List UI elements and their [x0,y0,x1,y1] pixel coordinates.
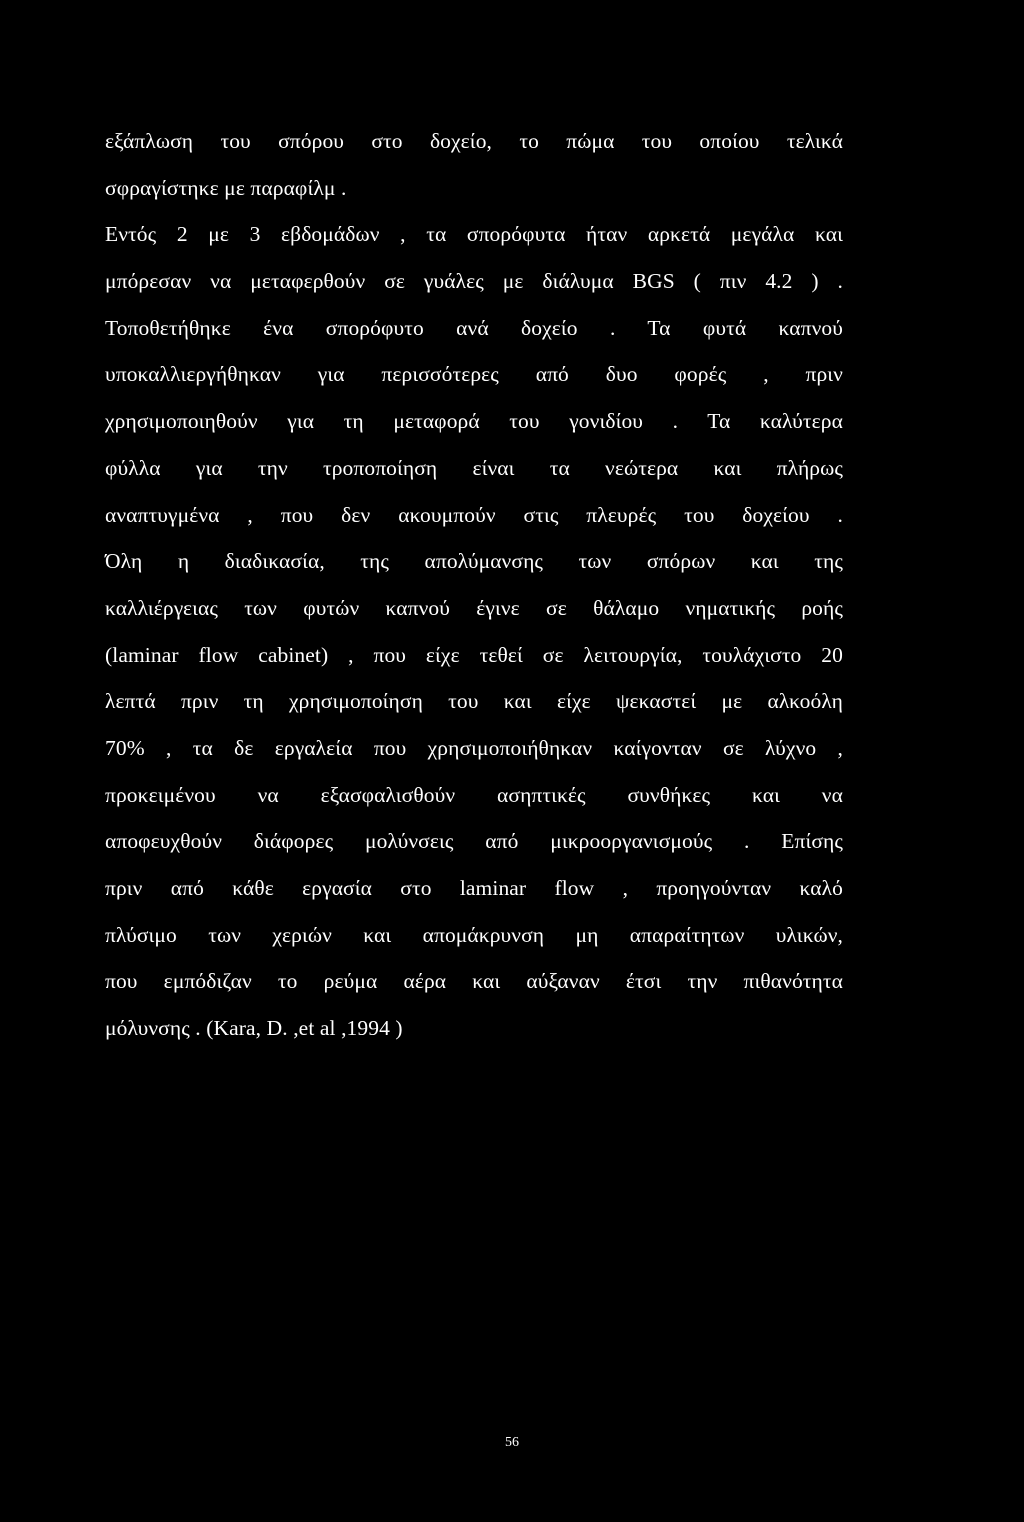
text-line: μόλυνσης . (Kara, D. ,et al ,1994 ) [105,1016,403,1041]
text-line: λεπτά πριν τη χρησιμοποίηση του και είχε ψεκαστεί με αλκοόλη [105,689,843,714]
text-line: Εντός 2 με 3 εβδομάδων , τα σπορόφυτα ήταν αρκετά μεγάλα και [105,222,843,247]
text-line: εξάπλωση του σπόρου στο δοχείο, το πώμα του οποίου τελικά [105,129,843,153]
body-text [105,118,843,1052]
text-line: αναπτυγμένα , που δεν ακουμπούν στις πλευρές του δοχείου . [105,502,843,527]
text-line: Τοποθετήθηκε ένα σπορόφυτο ανά δοχείο . Τα φυτά καπνού [105,315,843,340]
page-number: 56 [505,1435,519,1450]
text-line: προκειμένου να εξασφαλισθούν ασηπτικές συνθήκες και να [105,782,843,807]
text-line: πριν από κάθε εργασία στο laminar flow , προηγούνταν καλό [105,876,843,900]
text-line: μπόρεσαν να μεταφερθούν σε γυάλες με διάλυμα BGS ( πιν 4.2 ) . [105,269,843,294]
text-line: (laminar flow cabinet) , που είχε τεθεί σε λειτουργία, τουλάχιστο 20 [105,642,843,667]
text-line: αποφευχθούν διάφορες μολύνσεις από μικροοργανισμούς . Επίσης [105,829,843,854]
text-line: Όλη η διαδικασία, της απολύμανσης των σπόρων και της [105,549,843,574]
text-line: καλλιέργειας των φυτών καπνού έγινε σε θάλαμο νηματικής ροής [105,595,843,620]
text-line: πλύσιμο των χεριών και απομάκρυνση μη απαραίτητων υλικών, [105,922,843,947]
text-line: χρησιμοποιηθούν για τη μεταφορά του γονιδίου . Τα καλύτερα [105,409,843,434]
text-line: φύλλα για την τροποποίηση είναι τα νεώτερα και πλήρως [105,455,843,480]
text-line: 70% , τα δε εργαλεία που χρησιμοποιήθηκαν καίγονταν σε λύχνο , [105,735,843,760]
text-line: υποκαλλιεργήθηκαν για περισσότερες από δυο φορές , πριν [105,362,843,387]
text-line: που εμπόδιζαν το ρεύμα αέρα και αύξαναν έτσι την πιθανότητα [105,969,843,994]
text-line: σφραγίστηκε με παραφίλμ . [105,175,347,200]
